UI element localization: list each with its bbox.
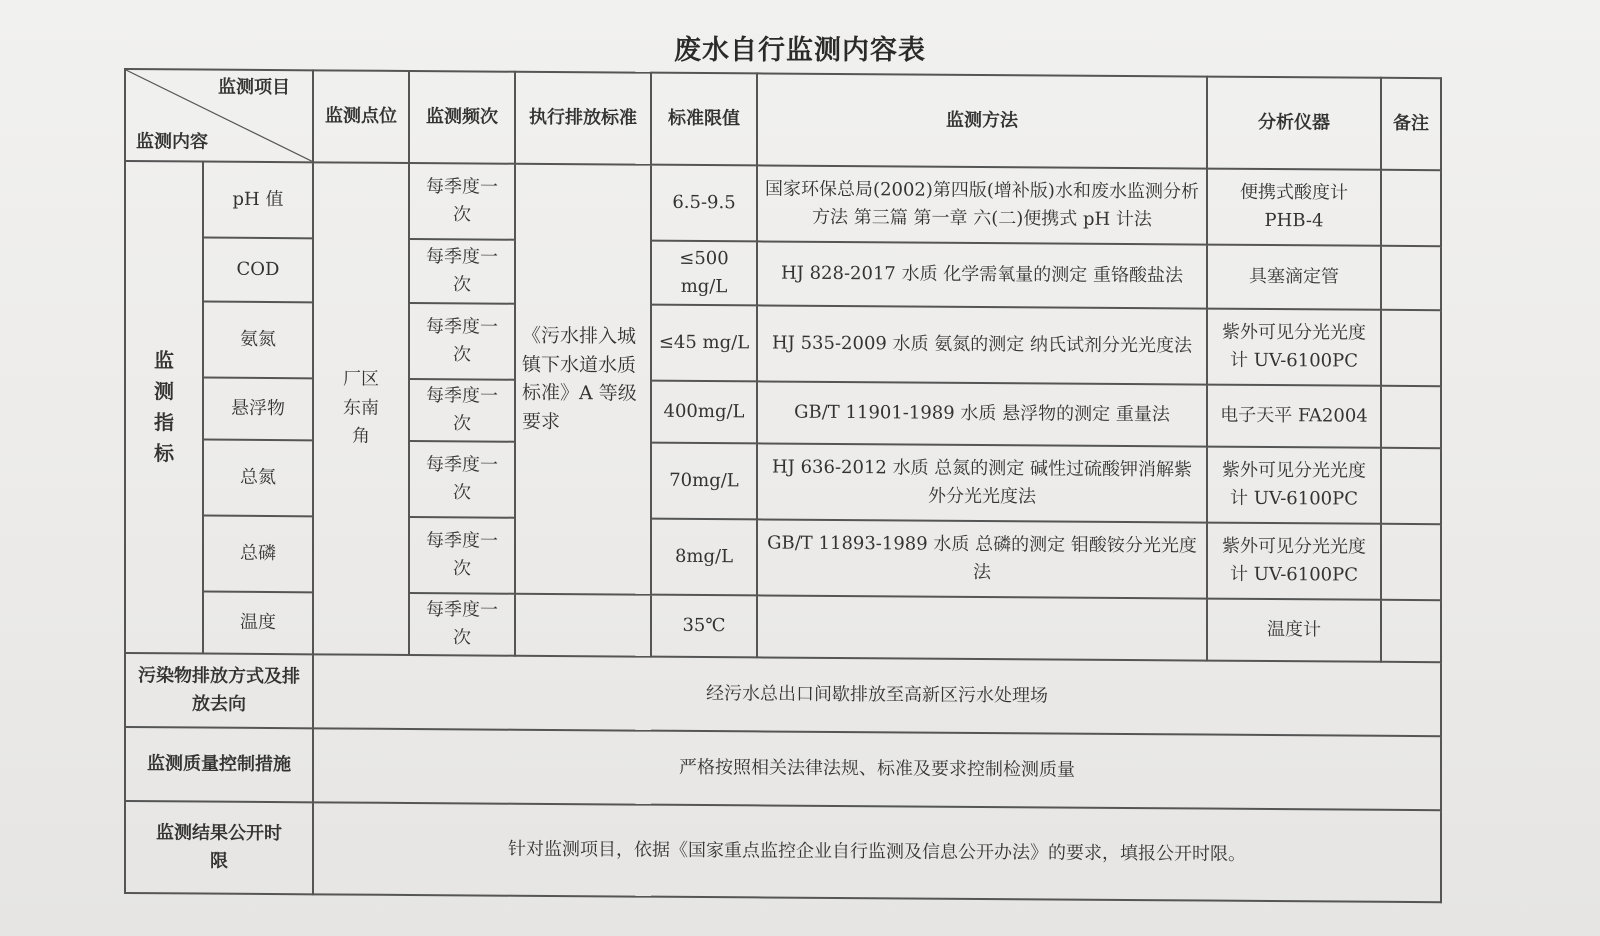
footer-value: 经污水总出口间歇排放至高新区污水处理场 <box>313 654 1441 736</box>
freq-cell: 每季度一次 <box>409 517 515 594</box>
method-cell: HJ 636-2012 水质 总氮的测定 碱性过硫酸钾消解紫外分光光度法 <box>757 443 1207 522</box>
method-cell: 国家环保总局(2002)第四版(增补版)水和废水监测分析方法 第三篇 第一章 六(二)便携式 pH 计法 <box>757 165 1207 244</box>
remark-cell <box>1381 448 1441 524</box>
remark-cell <box>1381 600 1441 662</box>
method-cell: GB/T 11901-1989 水质 悬浮物的测定 重量法 <box>757 381 1207 446</box>
limit-cell: ≤500 mg/L <box>651 241 757 306</box>
footer-row <box>125 801 1441 902</box>
instrument-cell: 紫外可见分光光度计 UV-6100PC <box>1207 309 1381 386</box>
point-value: 厂区东南角 <box>342 368 379 448</box>
remark-cell <box>1381 246 1441 310</box>
group-label: 监测指标 <box>154 348 174 466</box>
remark-cell <box>1381 310 1441 386</box>
remark-cell <box>1381 386 1441 448</box>
item-cell: 总氮 <box>203 440 313 517</box>
header-frequency: 监测频次 <box>409 71 515 164</box>
limit-cell: 70mg/L <box>651 443 757 520</box>
header-standard: 执行排放标准 <box>515 72 651 165</box>
header-point: 监测点位 <box>313 70 409 163</box>
group-label-cell <box>125 161 203 654</box>
item-cell: pH 值 <box>203 162 313 239</box>
header-monitoring-item: 监测项目 <box>218 76 290 99</box>
header-row <box>125 69 1441 170</box>
instrument-cell: 紫外可见分光光度计 UV-6100PC <box>1207 447 1381 524</box>
header-method: 监测方法 <box>757 73 1207 168</box>
footer-value: 严格按照相关法律法规、标准及要求控制检测质量 <box>313 728 1441 810</box>
table-row <box>125 161 1441 246</box>
freq-cell: 每季度一次 <box>409 239 515 304</box>
freq-cell: 每季度一次 <box>409 163 515 240</box>
standard-value: 《污水排入城镇下水道水质标准》A 等级要求 <box>522 324 637 433</box>
limit-cell: 35℃ <box>651 595 757 658</box>
footer-label: 监测结果公开时限 <box>125 801 313 894</box>
remark-cell <box>1381 170 1441 246</box>
method-cell: HJ 535-2009 水质 氨氮的测定 纳氏试剂分光光度法 <box>757 305 1207 384</box>
item-cell: 温度 <box>203 592 313 655</box>
item-cell: 悬浮物 <box>203 378 313 441</box>
header-limit: 标准限值 <box>651 73 757 166</box>
header-remark: 备注 <box>1381 78 1441 170</box>
standard-cell <box>515 164 651 595</box>
instrument-cell: 温度计 <box>1207 599 1381 662</box>
diagonal-header-cell <box>125 69 313 162</box>
standard-cell-empty <box>515 594 651 657</box>
instrument-cell: 电子天平 FA2004 <box>1207 385 1381 448</box>
limit-cell: 400mg/L <box>651 381 757 444</box>
method-cell: HJ 828-2017 水质 化学需氧量的测定 重铬酸盐法 <box>757 241 1207 308</box>
footer-label: 污染物排放方式及排放去向 <box>125 653 313 728</box>
freq-cell: 每季度一次 <box>409 593 515 656</box>
item-cell: 总磷 <box>203 516 313 593</box>
instrument-cell: 紫外可见分光光度计 UV-6100PC <box>1207 523 1381 600</box>
header-monitoring-content: 监测内容 <box>136 131 208 153</box>
footer-row <box>125 653 1441 736</box>
footer-value: 针对监测项目，依据《国家重点监控企业自行监测及信息公开办法》的要求，填报公开时限。 <box>313 802 1441 902</box>
method-cell <box>757 595 1207 660</box>
footer-label: 监测质量控制措施 <box>125 727 313 802</box>
item-cell: COD <box>203 238 313 303</box>
instrument-cell: 具塞滴定管 <box>1207 245 1381 310</box>
freq-cell: 每季度一次 <box>409 303 515 380</box>
method-cell: GB/T 11893-1989 水质 总磷的测定 钼酸铵分光光度法 <box>757 519 1207 598</box>
freq-cell: 每季度一次 <box>409 441 515 518</box>
item-cell: 氨氮 <box>203 302 313 379</box>
limit-cell: 6.5-9.5 <box>651 165 757 242</box>
document-title: 废水自行监测内容表 <box>674 35 926 66</box>
footer-row <box>125 727 1441 810</box>
freq-cell: 每季度一次 <box>409 379 515 442</box>
instrument-cell: 便携式酸度计 PHB-4 <box>1207 169 1381 246</box>
monitoring-table <box>124 68 1442 903</box>
remark-cell <box>1381 524 1441 600</box>
header-instrument: 分析仪器 <box>1207 77 1381 170</box>
limit-cell: 8mg/L <box>651 519 757 596</box>
limit-cell: ≤45 mg/L <box>651 305 757 382</box>
point-cell <box>313 162 409 655</box>
